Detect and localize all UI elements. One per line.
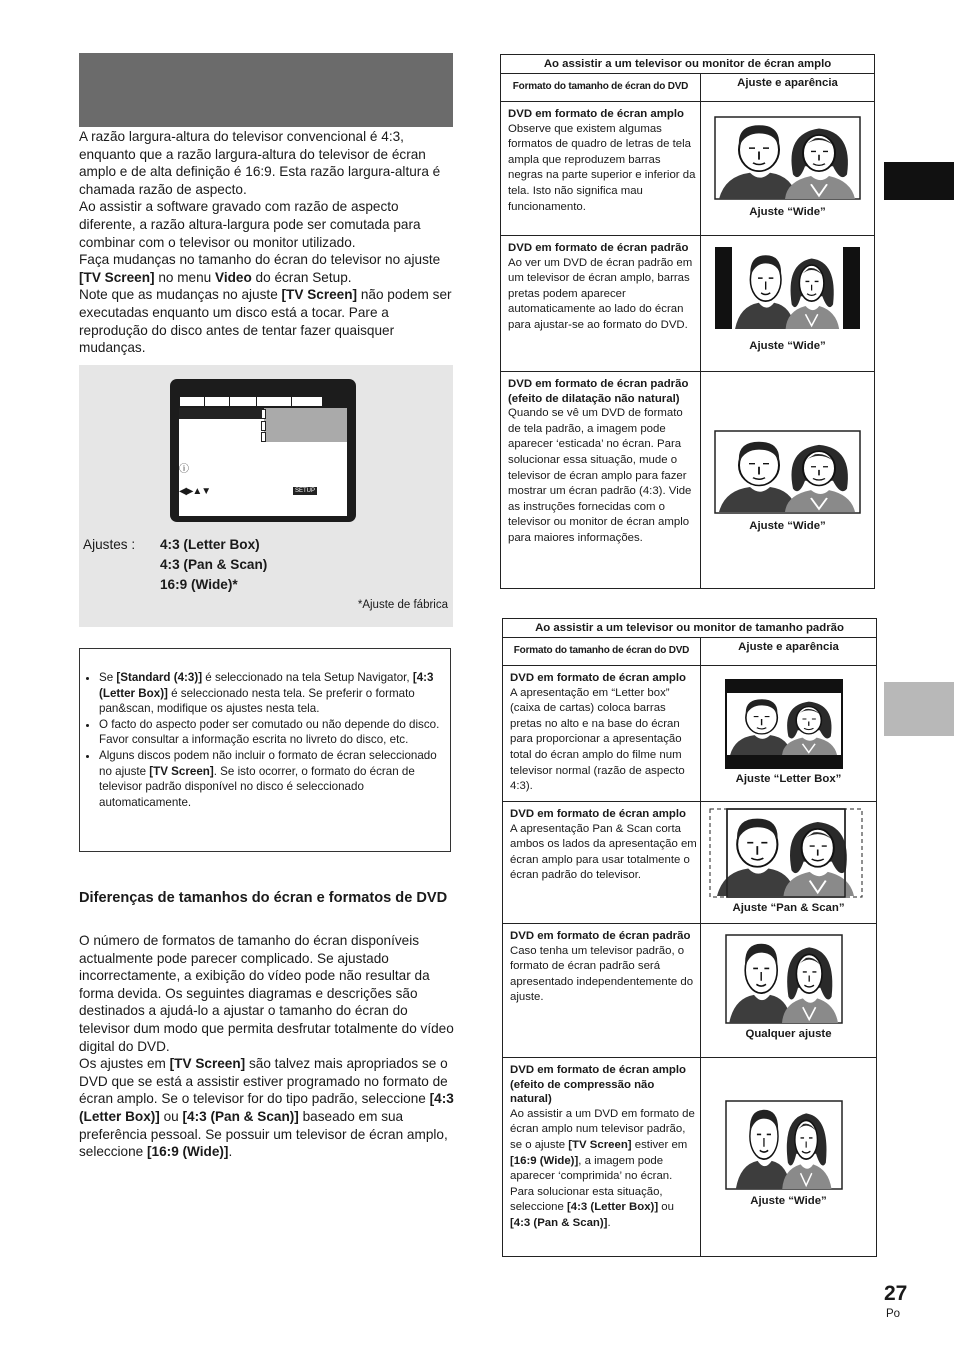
text-run: são talvez mais apropriados se o DVD que se está a assistir estiver programado no formato de écran amplo. Se o televisor for do tipo padrão, seleccione (79, 1056, 448, 1107)
row-caption: Ajuste “Letter Box” (735, 773, 842, 785)
menu-tab (229, 396, 257, 407)
row-heading: DVD em formato de écran amplo (510, 672, 686, 684)
text-run: [Standard (4:3)] (116, 671, 203, 684)
standard-image (725, 934, 843, 1024)
info-icon: ⓘ (179, 464, 189, 475)
row-text: Observe que existem algumas formatos de quadro de letras de tela ampla que reproduzem barras negras na parte superior e inferior da tela. Isto não significa mau funcionamento. (508, 122, 696, 213)
note-item (99, 748, 442, 810)
row-heading: DVD em formato de écran amplo (510, 808, 686, 820)
menu-tab (179, 396, 205, 407)
text-run: do écran Setup. (251, 269, 352, 285)
table-row (501, 372, 875, 589)
section-paragraph-1: O número de formatos de tamanho do écran disponíveis actualmente pode parecer complicado. Se ajustado incorrectamente, a exibição do vídeo pode não resultar da forma devida. Os seguintes diagramas e descrições são destinados a ajudá-lo a ajustar o tamanho do écran do televisor dum modo que permita desfrutar totalmente do vídeo digital do DVD. (79, 933, 454, 1054)
table-row (503, 924, 877, 1058)
note-item: • O facto do aspecto poder ser comutado ou não depende do disco. Favor consultar a informação escrita no livreto do disco, etc. (99, 717, 442, 748)
text-run: [4:3 (Pan & Scan)] (510, 1216, 608, 1229)
pillarbox-image (714, 246, 861, 330)
page-title-banner (79, 53, 453, 127)
text-run: [16:9 (Wide)] (510, 1154, 579, 1167)
row-text: Ao ver um DVD de écran padrão em um televisor de écran amplo, barras pretas podem aparecer automaticamente ao lado do écran para ajustar-se ao formato do DVD. (508, 256, 693, 331)
table-title: Ao assistir a um televisor ou monitor de écran amplo (501, 55, 875, 74)
tv-screen-illustration (170, 379, 356, 522)
text-run: [TV Screen] (568, 1138, 632, 1151)
row-description (501, 102, 701, 236)
column-header-format: Formato do tamanho de écran do DVD (501, 74, 701, 102)
factory-default-note: *Ajuste de fábrica (357, 599, 448, 611)
row-caption: Qualquer ajuste (745, 1028, 832, 1040)
row-description (501, 236, 701, 372)
row-illustration (701, 236, 875, 372)
text-run: Note que as mudanças no ajuste (79, 287, 282, 303)
row-illustration (701, 802, 877, 924)
text-run: . (228, 1144, 233, 1160)
row-description (503, 666, 701, 802)
text-run: ou (658, 1201, 674, 1214)
intro-paragraph-1: A razão largura-altura do televisor convencional é 4:3, enquanto que a razão largura-altura do televisor de écran amplo e de alta definição é 16:9. Esta razão largura-altura é chamada razão de aspecto. (79, 129, 441, 197)
text-run: [4:3 (Letter Box)] (99, 671, 434, 700)
text-run: Faça mudanças no tamanho do écran do televisor no ajuste (79, 252, 441, 268)
intro-paragraph-3 (79, 251, 455, 286)
stretched-image (714, 430, 861, 514)
text-run: [TV Screen] (149, 764, 214, 778)
row-caption: Ajuste “Pan & Scan” (732, 902, 845, 914)
setup-badge: SETUP (294, 488, 315, 494)
table-row (501, 102, 875, 236)
text-run: [4:3 (Letter Box)] (79, 1091, 454, 1124)
text-run: [4:3 (Pan & Scan)] (182, 1108, 299, 1124)
row-text: A apresentação em “Letter box” (caixa de cartas) coloca barras pretas no alto e na base do écran para proporcionar a apresentação total do écran amplo do filme num televisor normal (razão de aspecto 4:3). (510, 686, 685, 793)
text-run: , a imagem pode aparecer ‘comprimida’ no écran. Para solucionar esta situação, seleccione (510, 1154, 673, 1214)
row-illustration (701, 924, 877, 1058)
pan-scan-image (709, 808, 863, 898)
chapter-tab-dark (884, 162, 954, 200)
squeezed-image (725, 1100, 843, 1190)
row-description (503, 924, 701, 1058)
menu-options-area (264, 408, 347, 442)
row-illustration (701, 1058, 877, 1257)
tv-screen-setting: [TV Screen] (79, 269, 155, 285)
text-run: [4:3 (Letter Box)] (567, 1201, 659, 1214)
wide-screen-image (714, 116, 861, 200)
text-run: baseado em sua preferência pessoal. Se possuir um televisor de écran amplo, seleccione (79, 1108, 448, 1160)
table-standard-tv (502, 618, 877, 1257)
row-heading: DVD em formato de écran padrão (508, 242, 689, 254)
notes-box (79, 648, 451, 852)
page-language: Po (886, 1308, 901, 1320)
menu-tab (291, 396, 323, 407)
section-paragraph-2 (79, 1055, 457, 1161)
text-run: é seleccionado nesta tela. Se preferir o formato pan&scan, modifique os ajustes nesta tela. (99, 686, 415, 716)
row-heading: DVD em formato de écran amplo (efeito de compressão não natural) (510, 1064, 686, 1106)
row-illustration (701, 372, 875, 589)
text-run: estiver em (631, 1138, 688, 1151)
text-run: Se (99, 671, 117, 684)
option-marker (261, 432, 266, 442)
table-row (501, 236, 875, 372)
row-heading: DVD em formato de écran padrão (efeito de dilatação não natural) (508, 378, 689, 405)
chapter-tab-light (884, 682, 954, 736)
section-body (79, 932, 457, 1161)
row-text: A apresentação Pan & Scan corta ambos os lados da apresentação em écran amplo para usar totalmente o écran padrão do televisor. (510, 822, 697, 882)
option-marker (261, 421, 266, 431)
navigation-arrows-icon: ◀▶▲▼ (179, 486, 211, 497)
text-run: no menu (154, 269, 216, 285)
intro-text (79, 128, 455, 357)
row-text: Caso tenha um televisor padrão, o formato de écran padrão será apresentado independentemente do ajuste. (510, 944, 694, 1004)
text-run: é seleccionado na tela Setup Navigator, (202, 671, 413, 684)
setup-screen-panel (79, 365, 453, 627)
text-run: Os ajustes em (79, 1056, 170, 1072)
row-caption: Ajuste “Wide” (750, 1195, 827, 1207)
section-heading: Diferenças de tamanhos do écran e formatos de DVD (79, 890, 448, 906)
row-illustration (701, 666, 877, 802)
menu-tab (256, 396, 292, 407)
page-number: 27 (884, 1282, 908, 1305)
tv-screen-setting: [TV Screen] (281, 287, 358, 303)
text-run: Alguns discos podem não incluir o formato de écran seleccionado no ajuste (99, 748, 437, 778)
text-run: . (607, 1216, 611, 1229)
row-description (501, 372, 701, 589)
column-header-appearance: Ajuste e aparência (701, 74, 875, 102)
row-description (503, 802, 701, 924)
table-row (503, 666, 877, 802)
text-run: . Se isto ocorrer, o formato do écran de televisor padrão disponível no disco é seleccionado automaticamente. (99, 764, 415, 809)
intro-paragraph-2: Ao assistir a software gravado com razão de aspecto diferente, a razão altura-largura pode ser comutada para combinar com o televisor ou monitor utilizado. (79, 199, 421, 250)
menu-highlight-bar (179, 408, 264, 419)
column-header-appearance: Ajuste e aparência (701, 638, 877, 666)
letterbox-image (725, 679, 843, 769)
table-row (503, 1058, 877, 1257)
table-widescreen-tv (500, 54, 875, 589)
row-caption: Ajuste “Wide” (749, 340, 826, 352)
text-run: não podem ser executadas enquanto um disco está a tocar. Pare a reprodução do disco antes de tentar fazer quaisquer mudanças. (79, 287, 452, 356)
row-illustration (701, 102, 875, 236)
text-run: ou (159, 1108, 183, 1124)
row-caption: Ajuste “Wide” (749, 520, 826, 532)
row-heading: DVD em formato de écran padrão (510, 930, 691, 942)
option-marker (261, 409, 266, 419)
option-wide: 16:9 (Wide)* (160, 577, 238, 592)
option-pan-scan: 4:3 (Pan & Scan) (160, 557, 268, 572)
video-menu-name: Video (215, 269, 252, 285)
row-heading: DVD em formato de écran amplo (508, 108, 684, 120)
text-run: [TV Screen] (169, 1056, 246, 1072)
row-caption: Ajuste “Wide” (749, 206, 826, 218)
menu-tab (204, 396, 230, 407)
note-item (99, 670, 442, 717)
option-letter-box: 4:3 (Letter Box) (160, 537, 260, 552)
text-run: Ao assistir a um DVD em formato de écran amplo num televisor padrão, se o ajuste (510, 1107, 695, 1151)
column-header-format: Formato do tamanho de écran do DVD (503, 638, 701, 666)
text-run: [16:9 (Wide)] (147, 1144, 229, 1160)
intro-paragraph-4 (79, 286, 455, 356)
menu-screen (179, 408, 347, 516)
table-row (503, 802, 877, 924)
settings-label: Ajustes : (83, 537, 136, 552)
settings-list (83, 535, 267, 595)
table-title: Ao assistir a um televisor ou monitor de tamanho padrão (503, 619, 877, 638)
row-text: Quando se vê um DVD de formato de tela padrão, a imagem pode aparecer ‘esticada’ no écran. Para solucionar essa situação, mude o televisor de écran amplo para fazer mostrar um écran padrão (4:3). Vide as instruções fornecidas com o televisor ou monitor de écran amplo para maiores informações. (508, 407, 692, 544)
row-description (503, 1058, 701, 1257)
